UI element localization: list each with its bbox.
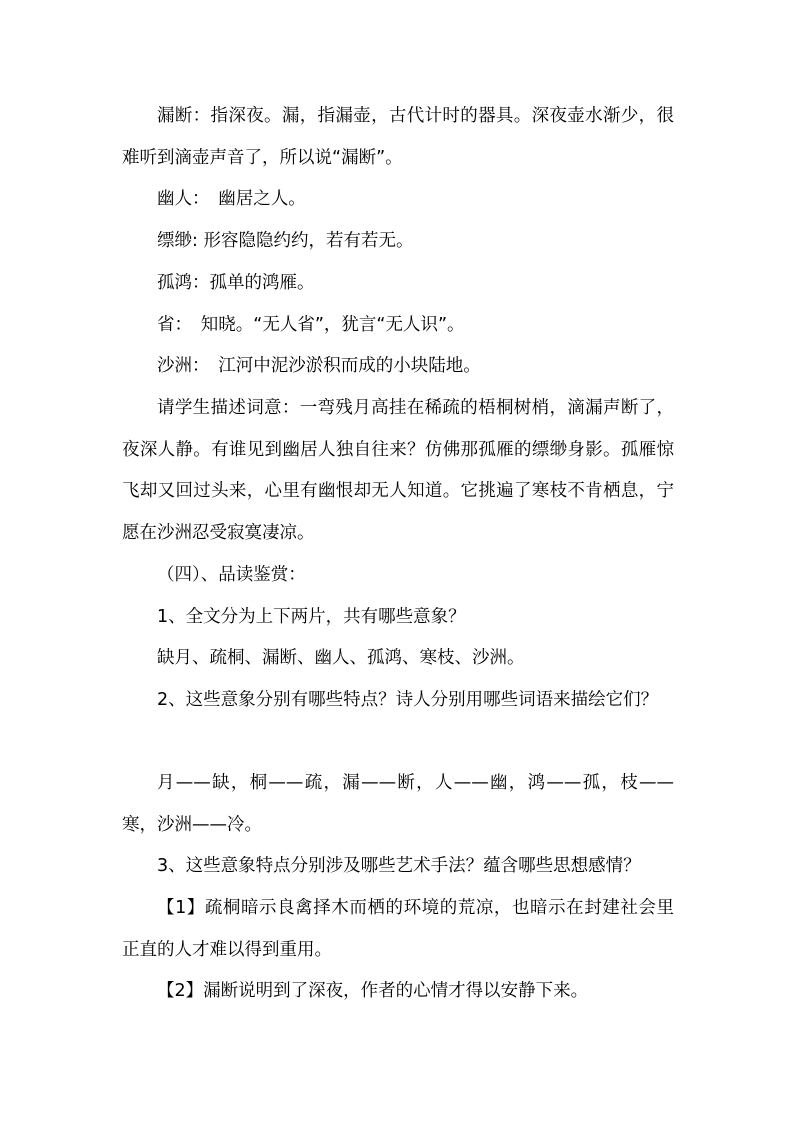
poem-meaning-paragraph: 请学生描述词意：一弯残月高挂在稀疏的梧桐树梢，滴漏声断了，夜深人静。有谁见到幽居人独自往来？仿佛那孤雁的缥缈身影。孤雁惊飞却又回过头来，心里有幽恨却无人知道。它挑遍了寒枝不肯栖息，宁愿在沙洲忍受寂寞凄凉。 — [122, 398, 674, 543]
question-1: 1、全文分为上下两片，共有哪些意象？ — [157, 607, 466, 627]
answer-3-point-2: 【2】漏断说明到了深夜，作者的心情才得以安静下来。 — [157, 981, 589, 1001]
answer-2: 月——缺，桐——疏，漏——断，人——幽，鸿——孤，枝——寒，沙洲——冷。 — [122, 773, 674, 835]
answer-3-point-1: 【1】疏桐暗示良禽择木而栖的环境的荒凉，也暗示在封建社会里正直的人才难以得到重用。 — [122, 898, 674, 960]
definition-youren: 幽人： 幽居之人。 — [157, 189, 306, 209]
definition-xing: 省： 知晓。“无人省”，犹言“无人识”。 — [157, 315, 465, 335]
question-2: 2、这些意象分别有哪些特点？诗人分别用哪些词语来描绘它们？ — [157, 690, 659, 710]
definition-loudan: 漏断：指深夜。漏，指漏壶，古代计时的器具。深夜壶水渐少，很难听到滴壶声音了，所以说“漏断”。 — [122, 106, 674, 168]
question-3: 3、这些意象特点分别涉及哪些艺术手法？蕴含哪些思想感情？ — [157, 856, 641, 876]
section-heading-appreciation: （四）、品读鉴赏： — [157, 565, 306, 585]
definition-guhong: 孤鸿：孤单的鸿雁。 — [157, 273, 315, 293]
definition-piaomiao: 缥缈: 形容隐隐约约，若有若无。 — [157, 231, 414, 251]
answer-1: 缺月、疏桐、漏断、幽人、孤鸿、寒枝、沙洲。 — [157, 648, 525, 668]
definition-shazhou: 沙洲： 江河中泥沙淤积而成的小块陆地。 — [157, 356, 481, 376]
